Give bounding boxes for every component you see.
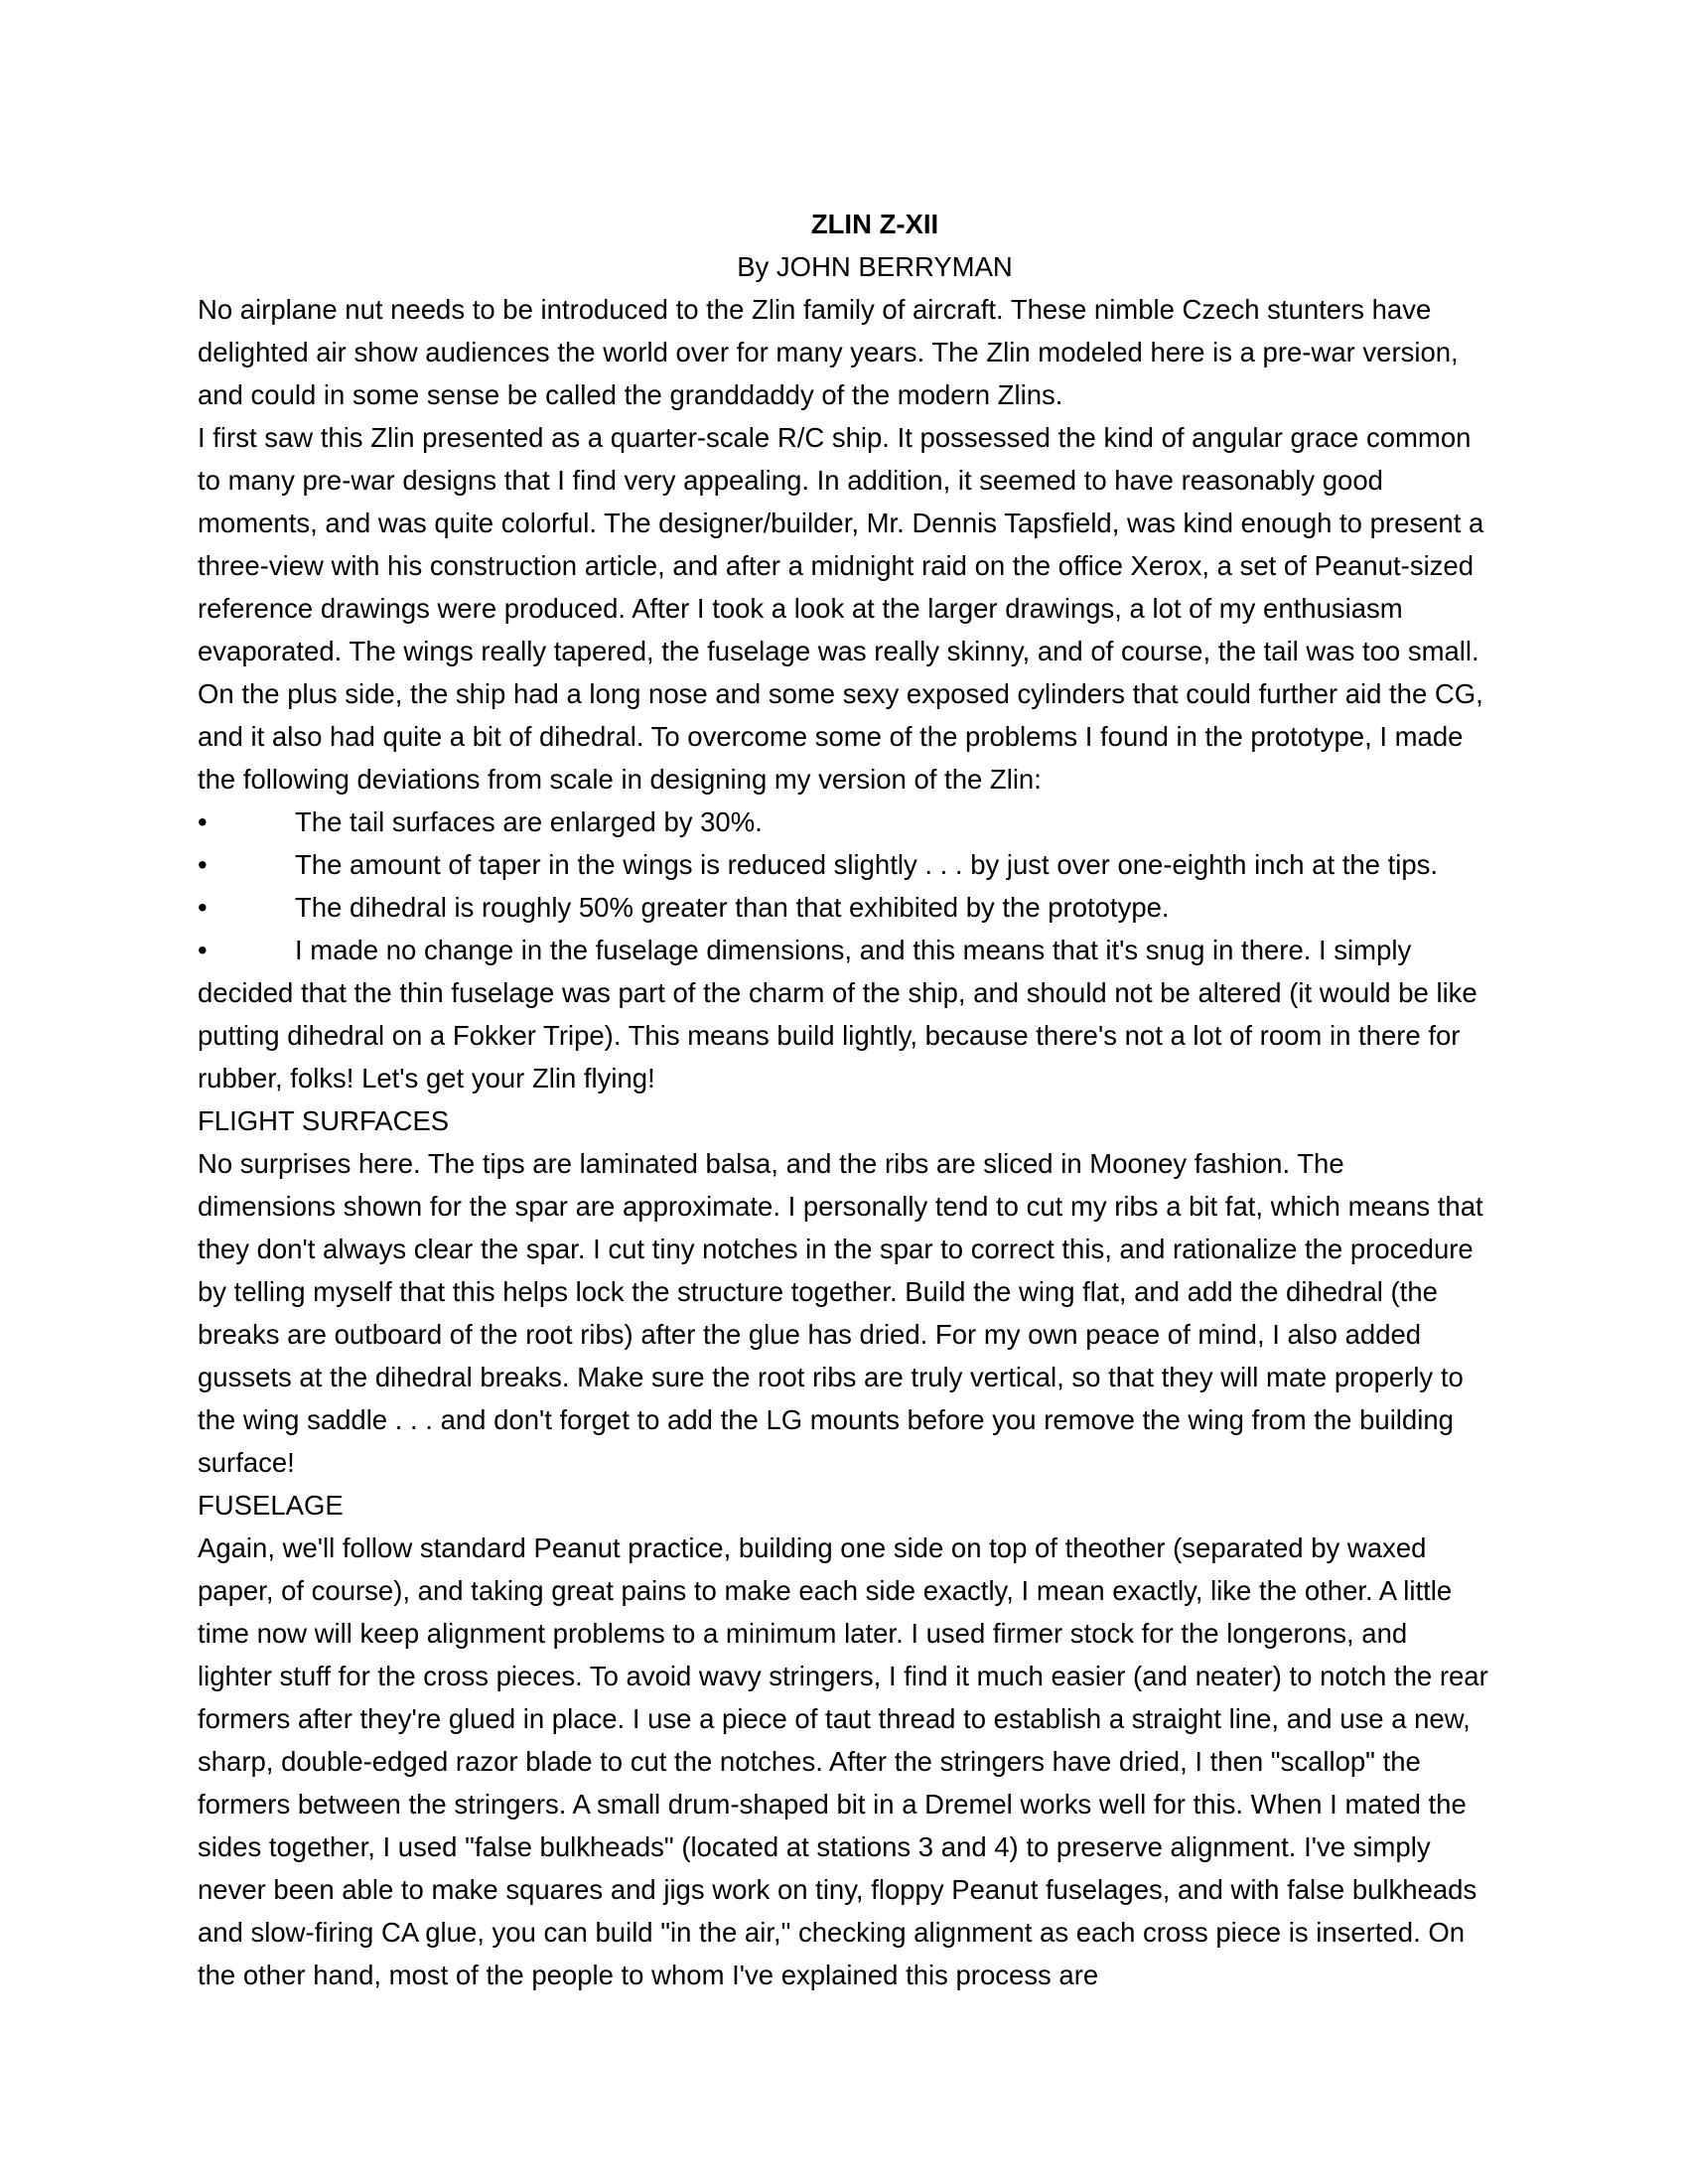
document-page — [198, 199, 1488, 1996]
list-item-text: I made no change in the fuselage dimensions, and this means that it's snug in there. I simply — [295, 935, 1412, 965]
list-item-text: The amount of taper in the wings is reduced slightly . . . by just over one-eighth inch at the tips. — [295, 849, 1439, 880]
list-item — [198, 843, 1488, 886]
deviation-list — [198, 801, 1488, 971]
article-title: ZLIN Z-XII — [810, 209, 939, 239]
bullet-icon: • — [198, 849, 208, 880]
intro-paragraph: No airplane nut needs to be introduced to the Zlin family of aircraft. These nimble Czech stunters have delighted air show audiences the world over for many years. The Zlin modeled here is a pre-war version, and could in some sense be called the granddaddy of the modern Zlins. — [198, 294, 1459, 410]
bullet-icon: • — [198, 935, 208, 965]
bullet-continuation-paragraph: decided that the thin fuselage was part of the charm of the ship, and should not be altered (it would be like putting dihedral on a Fokker Tripe). This means build lightly, because there's not a lot of room in there for rubber, folks! Let's get your Zlin flying! — [198, 977, 1477, 1093]
article-byline: By JOHN BERRYMAN — [737, 251, 1013, 282]
section-heading-fuselage: FUSELAGE — [198, 1490, 344, 1521]
list-item — [198, 929, 1488, 971]
bullet-icon: • — [198, 806, 208, 837]
bullet-icon: • — [198, 892, 208, 923]
section-text-fuselage: Again, we'll follow standard Peanut practice, building one side on top of theother (separated by waxed paper, of course), and taking great pains to make each side exactly, I mean exactly, like the other. A little time now will keep alignment problems to a minimum later. I used firmer stock for the longerons, and lighter stuff for the cross pieces. To avoid wavy stringers, I find it much easier (and neater) to notch the rear formers after they're glued in place. I use a piece of taut thread to establish a straight line, and use a new, sharp, double-edged razor blade to cut the notches. After the stringers have dried, I then "scallop" the formers between the stringers. A small drum-shaped bit in a Dremel works well for this. When I mated the sides together, I used "false bulkheads" (located at stations 3 and 4) to preserve alignment. I've simply never been able to make squares and jigs work on tiny, floppy Peanut fuselages, and with false bulkheads and slow-firing CA glue, you can build "in the air," checking alignment as each cross piece is inserted. On the other hand, most of the people to whom I've explained this process are — [198, 1532, 1488, 1990]
list-item — [198, 801, 1488, 843]
section-text-flight-surfaces: No surprises here. The tips are laminated balsa, and the ribs are sliced in Mooney fashion. The dimensions shown for the spar are approximate. I personally tend to cut my ribs a bit fat, which means that they don't always clear the spar. I cut tiny notches in the spar to correct this, and rationalize the procedure by telling myself that this helps lock the structure together. Build the wing flat, and add the dihedral (the breaks are outboard of the root ribs) after the glue has dried. For my own peace of mind, I also added gussets at the dihedral breaks. Make sure the root ribs are truly vertical, so that they will mate properly to the wing saddle . . . and don't forget to add the LG mounts before you remove the wing from the building surface! — [198, 1148, 1483, 1478]
intro-paragraph: I first saw this Zlin presented as a quarter-scale R/C ship. It possessed the kind of angular grace common to many pre-war designs that I find very appealing. In addition, it seemed to have reasonably good moments, and was quite colorful. The designer/builder, Mr. Dennis Tapsfield, was kind enough to present a three-view with his construction article, and after a midnight raid on the office Xerox, a set of Peanut-sized reference drawings were produced. After I took a look at the larger drawings, a lot of my enthusiasm evaporated. The wings really tapered, the fuselage was really skinny, and of course, the tail was too small. On the plus side, the ship had a long nose and some sexy exposed cylinders that could further aid the CG, and it also had quite a bit of dihedral. To overcome some of the problems I found in the prototype, I made the following deviations from scale in designing my version of the Zlin: — [198, 422, 1484, 795]
list-item — [198, 886, 1488, 929]
list-item-text: The dihedral is roughly 50% greater than that exhibited by the prototype. — [295, 892, 1170, 923]
list-item-text: The tail surfaces are enlarged by 30%. — [295, 806, 763, 837]
section-heading-flight-surfaces: FLIGHT SURFACES — [198, 1105, 450, 1136]
